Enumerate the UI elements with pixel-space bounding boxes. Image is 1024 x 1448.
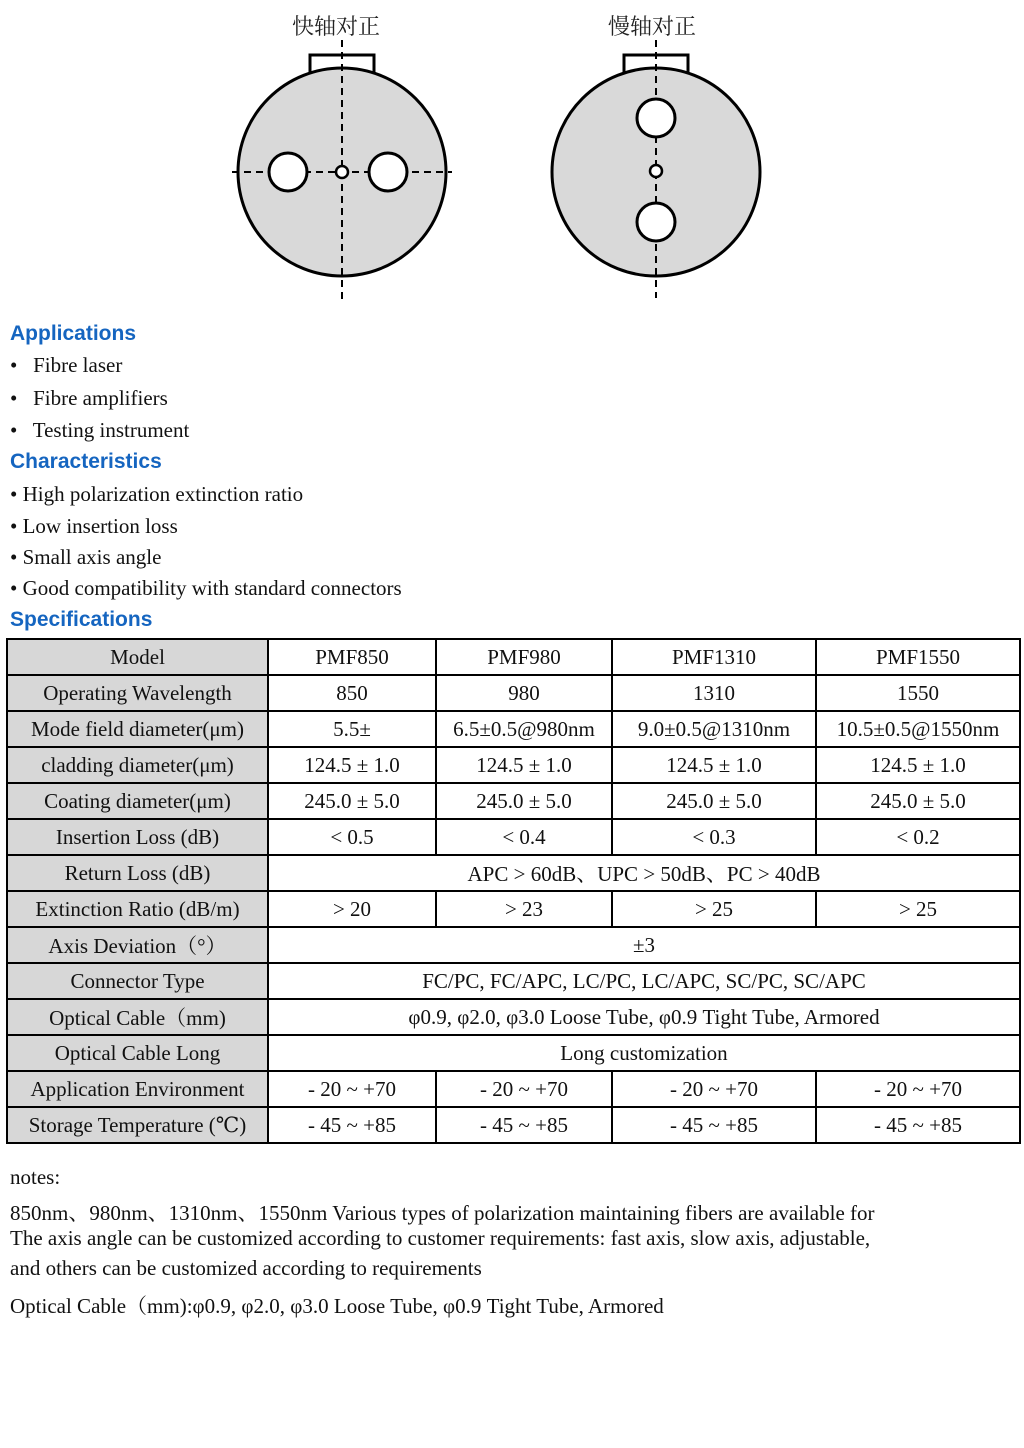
header-cell: PMF1550	[816, 639, 1020, 675]
table-cell: < 0.2	[816, 819, 1020, 855]
table-row	[7, 1035, 1020, 1071]
table-header-row	[7, 639, 1020, 675]
characteristic-item: • Good compatibility with standard connectors	[10, 576, 402, 600]
table-row	[7, 999, 1020, 1035]
table-cell: - 20 ~ +70	[816, 1071, 1020, 1107]
note-line: Optical Cable（mm):φ0.9, φ2.0, φ3.0 Loose Tube, φ0.9 Tight Tube, Armored	[10, 1294, 664, 1318]
table-cell: - 45 ~ +85	[268, 1107, 436, 1143]
characteristic-item: • Small axis angle	[10, 545, 162, 569]
application-item: • Fibre laser	[10, 353, 123, 377]
table-row	[7, 819, 1020, 855]
row-label: Optical Cable Long	[7, 1035, 268, 1071]
table-cell: > 23	[436, 891, 612, 927]
table-row	[7, 855, 1020, 891]
row-label: Operating Wavelength	[7, 675, 268, 711]
table-row	[7, 1071, 1020, 1107]
fast-axis-label: 快轴对正	[292, 15, 381, 40]
table-cell: 6.5±0.5@980nm	[436, 711, 612, 747]
header-cell: PMF850	[268, 639, 436, 675]
table-cell: > 25	[816, 891, 1020, 927]
note-line: and others can be customized according to requirements	[10, 1256, 482, 1280]
table-row	[7, 711, 1020, 747]
note-line: The axis angle can be customized according to customer requirements: fast axis, slow axis, adjustable,	[10, 1226, 871, 1250]
table-cell: < 0.5	[268, 819, 436, 855]
fast-core	[336, 166, 348, 178]
header-cell: Model	[7, 639, 268, 675]
table-cell: 245.0 ± 5.0	[436, 783, 612, 819]
characteristic-item: • Low insertion loss	[10, 514, 178, 538]
table-cell: < 0.3	[612, 819, 816, 855]
table-cell: 245.0 ± 5.0	[612, 783, 816, 819]
header-cell: PMF980	[436, 639, 612, 675]
row-label: Return Loss (dB)	[7, 855, 268, 891]
table-cell: 5.5±	[268, 711, 436, 747]
row-label: Mode field diameter(μm)	[7, 711, 268, 747]
table-cell: 124.5 ± 1.0	[268, 747, 436, 783]
table-cell: - 45 ~ +85	[816, 1107, 1020, 1143]
table-row	[7, 747, 1020, 783]
table-cell: 1310	[612, 675, 816, 711]
row-label: cladding diameter(μm)	[7, 747, 268, 783]
row-label: Optical Cable（mm)	[7, 999, 268, 1035]
table-cell: 124.5 ± 1.0	[436, 747, 612, 783]
table-row	[7, 927, 1020, 963]
table-row	[7, 783, 1020, 819]
table-cell-merged: Long customization	[268, 1035, 1020, 1071]
row-label: Axis Deviation（°）	[7, 927, 268, 963]
table-cell: - 20 ~ +70	[436, 1071, 612, 1107]
slow-axis-diagram	[552, 40, 760, 298]
table-cell: 124.5 ± 1.0	[816, 747, 1020, 783]
table-cell-merged: φ0.9, φ2.0, φ3.0 Loose Tube, φ0.9 Tight Tube, Armored	[268, 999, 1020, 1035]
fast-stress-rod-right	[369, 153, 407, 191]
table-cell: - 20 ~ +70	[268, 1071, 436, 1107]
application-item: • Fibre amplifiers	[10, 386, 168, 410]
table-row	[7, 675, 1020, 711]
row-label: Storage Temperature (℃)	[7, 1107, 268, 1143]
row-label: Connector Type	[7, 963, 268, 999]
slow-stress-rod-top	[637, 99, 675, 137]
fast-axis-diagram	[232, 40, 452, 302]
slow-core	[650, 165, 662, 177]
table-cell: 124.5 ± 1.0	[612, 747, 816, 783]
specifications-heading: Specifications	[10, 608, 153, 631]
table-cell: - 45 ~ +85	[436, 1107, 612, 1143]
table-cell: 245.0 ± 5.0	[816, 783, 1020, 819]
slow-axis-label: 慢轴对正	[608, 15, 697, 40]
slow-stress-rod-bottom	[637, 203, 675, 241]
table-cell: - 20 ~ +70	[612, 1071, 816, 1107]
application-item: • Testing instrument	[10, 418, 190, 442]
table-cell: > 20	[268, 891, 436, 927]
row-label: Coating diameter(μm)	[7, 783, 268, 819]
table-cell-merged: APC > 60dB、UPC > 50dB、PC > 40dB	[268, 855, 1020, 891]
table-cell: 10.5±0.5@1550nm	[816, 711, 1020, 747]
table-cell: 9.0±0.5@1310nm	[612, 711, 816, 747]
table-row	[7, 1107, 1020, 1143]
table-cell-merged: FC/PC, FC/APC, LC/PC, LC/APC, SC/PC, SC/APC	[268, 963, 1020, 999]
table-row	[7, 963, 1020, 999]
table-cell: > 25	[612, 891, 816, 927]
table-cell: 1550	[816, 675, 1020, 711]
table-cell-merged: ±3	[268, 927, 1020, 963]
table-cell: < 0.4	[436, 819, 612, 855]
table-cell: 850	[268, 675, 436, 711]
characteristics-heading: Characteristics	[10, 450, 162, 473]
note-line: 850nm、980nm、1310nm、1550nm Various types of polarization maintaining fibers are available for	[10, 1201, 875, 1225]
table-cell: 980	[436, 675, 612, 711]
row-label: Extinction Ratio (dB/m)	[7, 891, 268, 927]
table-row	[7, 891, 1020, 927]
table-cell: 245.0 ± 5.0	[268, 783, 436, 819]
specifications-table	[6, 638, 1021, 1144]
characteristic-item: • High polarization extinction ratio	[10, 482, 304, 506]
row-label: Application Environment	[7, 1071, 268, 1107]
applications-heading: Applications	[10, 322, 137, 345]
fiber-alignment-diagrams	[0, 40, 1024, 305]
table-cell: - 45 ~ +85	[612, 1107, 816, 1143]
notes-title: notes:	[10, 1165, 61, 1189]
header-cell: PMF1310	[612, 639, 816, 675]
fast-stress-rod-left	[269, 153, 307, 191]
row-label: Insertion Loss (dB)	[7, 819, 268, 855]
